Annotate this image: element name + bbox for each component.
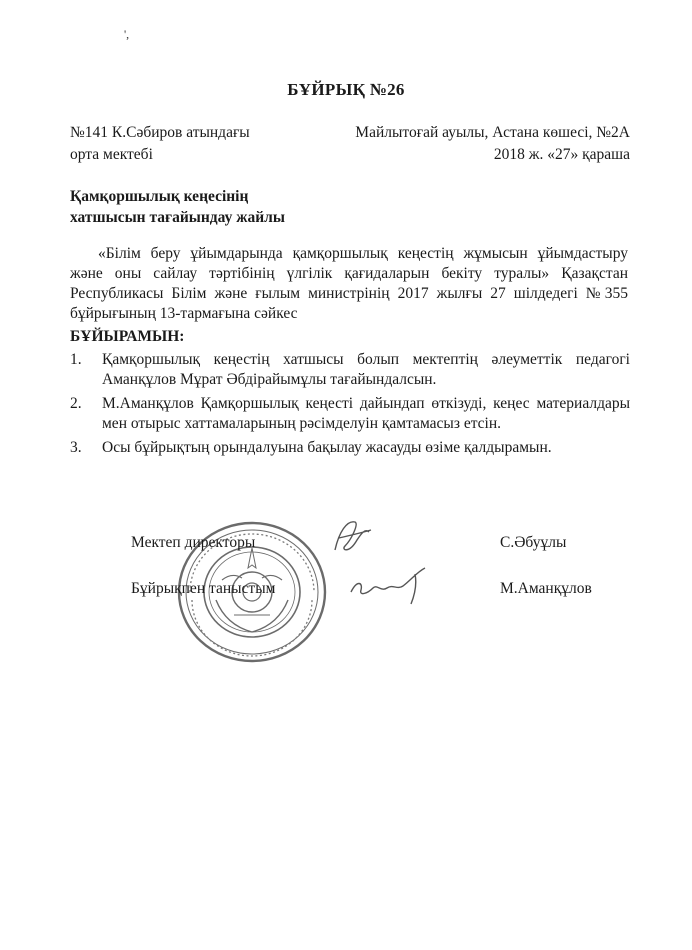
school-name-line-2: орта мектебі [70, 146, 153, 163]
document-title: БҰЙРЫҚ №26 [287, 80, 405, 99]
list-item [70, 394, 630, 434]
acquainted-signature-icon [345, 560, 440, 610]
subject-line-2: хатшысын тағайындау жайлы [70, 209, 285, 226]
list-item [70, 350, 630, 390]
acquainted-label: Бұйрықпен таныстым [131, 580, 276, 597]
item-text: Осы бұйрықтың орындалуына бақылау жасауды өзіме қалдырамын. [102, 439, 552, 456]
item-number: 1. [70, 351, 82, 368]
address-line: Майлытоғай ауылы, Астана көшесі, №2А [355, 124, 630, 141]
item-text: М.Аманқұлов Қамқоршылық кеңесті дайындап өткізуді, кеңес материалдары мен отырыс хаттамаларының рәсімделуін қамтамасыз етсін. [102, 395, 630, 432]
director-label: Мектеп директоры [131, 534, 256, 551]
preamble-paragraph: «Білім беру ұйымдарында қамқоршылық кеңестің жұмысын ұйымдастыру және оны сайлау тәртібінің үлгілік қағидаларын бекіту туралы» Қазақстан Республикасы Білім және ғылым министрінің 2017 жылғы 27 шілдедегі №355 бұйрығының 13-тармағына сәйкес [70, 245, 628, 322]
order-subject [70, 186, 285, 228]
item-number: 3. [70, 439, 82, 456]
order-items-list [70, 350, 630, 462]
school-name-line-1: №141 К.Сәбиров атындағы [70, 124, 250, 141]
director-name: С.Әбуұлы [500, 534, 567, 551]
director-signature-icon [325, 510, 380, 565]
order-heading: БҰЙЫРАМЫН: [70, 328, 185, 345]
scan-mark: ', [124, 27, 130, 41]
address-date [355, 122, 630, 166]
subject-line-1: Қамқоршылық кеңесінің [70, 188, 249, 205]
school-name [70, 122, 250, 166]
list-item [70, 438, 630, 458]
item-text: Қамқоршылық кеңестің хатшысы болып мектептің әлеуметтік педагогі Аманқұлов Мұрат Әбдірайымұлы тағайындалсын. [102, 351, 630, 388]
item-number: 2. [70, 395, 82, 412]
acquainted-name: М.Аманқұлов [500, 580, 592, 597]
date-line: 2018 ж. «27» қараша [493, 146, 630, 163]
